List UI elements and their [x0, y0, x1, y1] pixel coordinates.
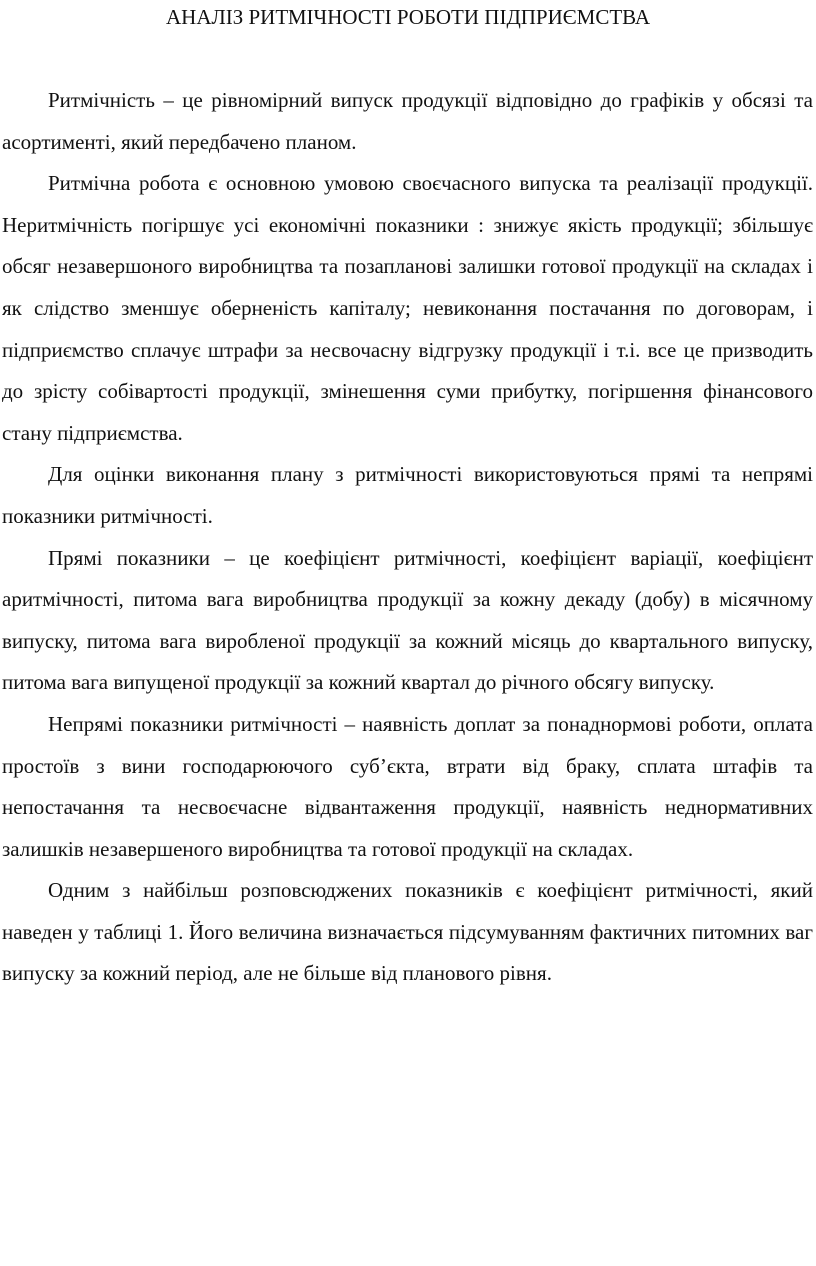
- paragraph-indirect-indicators: Непрямі показники ритмічності – наявність доплат за понаднормові роботи, оплата простоїв з вини господарюючого суб’єкта, втрати від браку, сплата штафів та непостачання та несвоєчасне відвантаження продукції, наявність неднормативних залишків незавершеного виробництва та готової продукції на складах.: [2, 711, 813, 861]
- paragraph-rhythm-coefficient: Одним з найбільш розповсюджених показників є коефіцієнт ритмічності, який наведен у таблиці 1. Його величина визначається підсумуванням фактичних питомних ваг випуску за кожний період, але не більше від планового рівня.: [2, 878, 813, 986]
- paragraph-direct-indicators: Прямі показники – це коефіцієнт ритмічності, коефіцієнт варіації, коефіцієнт аритмічності, питома вага виробництва продукції за кожну декаду (добу) в місячному випуску, питома вага виробленої продукції за кожний місяць до квартального випуску, питома вага випущеної продукції за кожний квартал до річного обсягу випуску.: [2, 545, 813, 695]
- paragraph-importance: Ритмічна робота є основною умовою своєчасного випуска та реалізації продукції. Неритмічність погіршує усі економічні показники : знижує якість продукції; збільшує обсяг незавершоного виробництва та позапланові залишки готової продукції на складах і як слідство зменшує оберненість капіталу; невиконання постачання по договорам, і підприємство сплачує штрафи за несвочасну відгрузку продукції і т.і. все це призводить до зрісту собівартості продукції, змінешення суми прибутку, погіршення фінансового стану підприємства.: [2, 171, 813, 445]
- document-body: [2, 80, 813, 995]
- paragraph-definition: Ритмічність – це рівномірний випуск продукції відповідно до графіків у обсязі та асортименті, який передбачено планом.: [2, 88, 813, 154]
- document-title: АНАЛІЗ РИТМІЧНОСТІ РОБОТИ ПІДПРИЄМСТВА: [165, 5, 650, 29]
- paragraph-indicators-intro: Для оцінки виконання плану з ритмічності використовуються прямі та непрямі показники ритмічності.: [2, 462, 813, 528]
